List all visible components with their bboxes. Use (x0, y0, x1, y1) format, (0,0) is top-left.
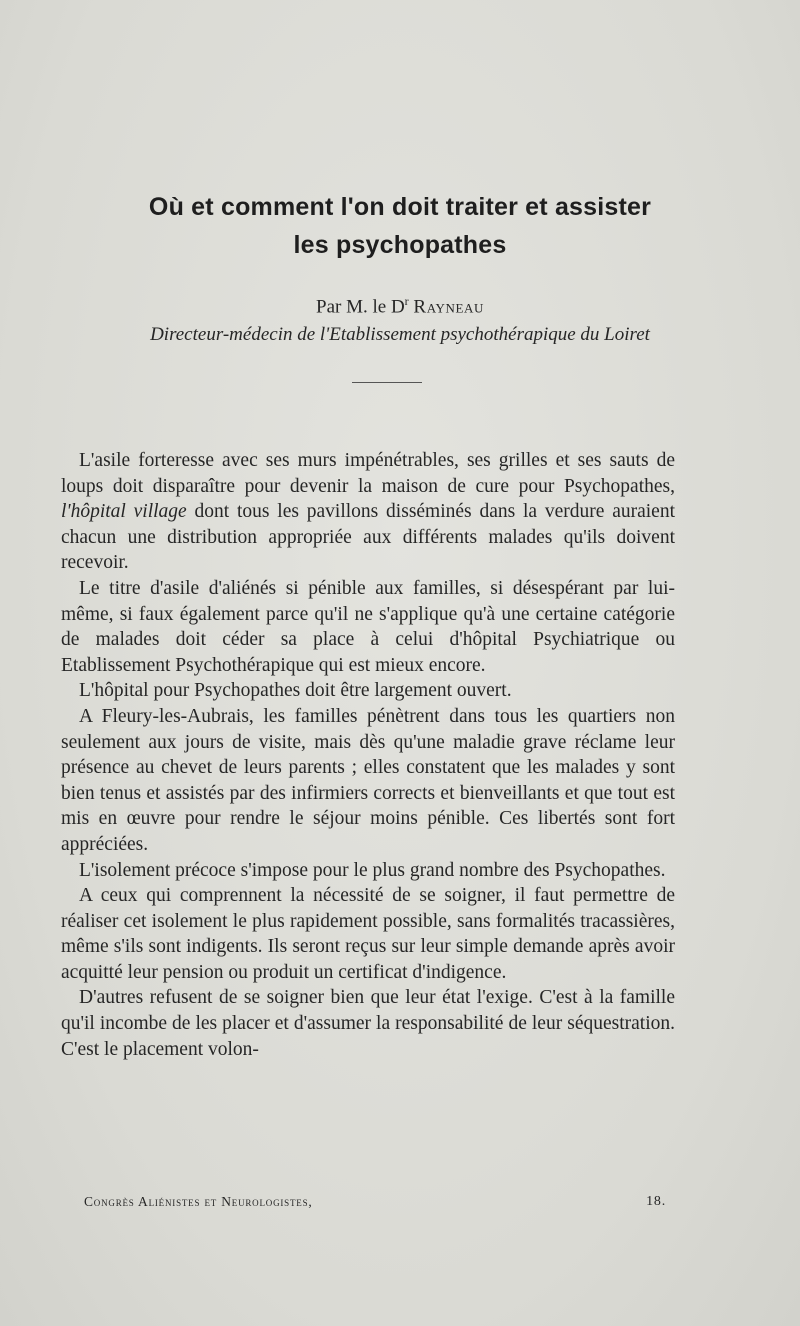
affiliation: Directeur-médecin de l'Etablissement psychothérapique du Loiret (150, 324, 650, 345)
article-title (0, 188, 800, 264)
paragraph-1-italic: l'hôpital village (61, 501, 187, 523)
paragraph-1 (61, 448, 675, 576)
author-prefix: Par M. le D (316, 296, 405, 318)
paragraph-1-tail: dont tous les pavillons disséminés dans la verdure auraient chacun une distribution appropriée aux différents malades qu'ils doivent recevoir. (61, 501, 676, 574)
page-number: 18. (646, 1194, 666, 1209)
paragraph-4: A Fleury-les-Aubrais, les familles pénètrent dans tous les quartiers non seulement aux jours de visite, mais dès qu'une maladie grave réclame leur présence au chevet de leurs parents ; elles constatent que les malades y sont bien tenus et assistés par des infirmiers corrects et bienveillants et que tout est mis en œuvre pour rendre le séjour moins pénible. Ces libertés sont fort appréciées. (61, 705, 675, 855)
separator-rule (352, 382, 422, 383)
author-name: Rayneau (413, 296, 484, 318)
paragraph-7: D'autres refusent de se soigner bien que leur état l'exige. C'est à la famille qu'il incombe de les placer et d'assumer la responsabilité de leur séquestration. C'est le placement volon- (61, 987, 675, 1060)
paragraph-6: A ceux qui comprennent la nécessité de se soigner, il faut permettre de réaliser cet isolement le plus rapidement possible, sans formalités tracassières, même s'ils sont indigents. Ils seront reçus sur leur simple demande après avoir acquitté leur pension ou produit un certificat d'indigence. (61, 885, 675, 983)
author-line (0, 288, 800, 320)
title-line-2: les psychopathes (293, 231, 507, 259)
author-sup: r (404, 294, 409, 308)
paragraph-1-start: L'asile forteresse avec ses murs impénétrables, ses grilles et ses sauts de loups doit disparaître pour devenir la maison de cure pour Psychopathes, (61, 450, 675, 497)
page-footer (84, 1194, 666, 1210)
body-text (61, 448, 675, 1062)
paragraph-2: Le titre d'asile d'aliénés si pénible aux familles, si désespérant par lui-même, si faux également parce qu'il ne s'applique qu'à une certaine catégorie de malades doit céder sa place à celui d'hôpital Psychiatrique ou Etablissement Psychothérapique qui est mieux encore. (61, 577, 675, 676)
title-line-1: Où et comment l'on doit traiter et assister (148, 193, 652, 221)
paragraph-3: L'hôpital pour Psychopathes doit être largement ouvert. (79, 680, 512, 702)
footer-running-title: Congrès Aliénistes et Neurologistes, (84, 1194, 313, 1209)
paragraph-5: L'isolement précoce s'impose pour le plus grand nombre des Psychopathes. (79, 859, 666, 881)
